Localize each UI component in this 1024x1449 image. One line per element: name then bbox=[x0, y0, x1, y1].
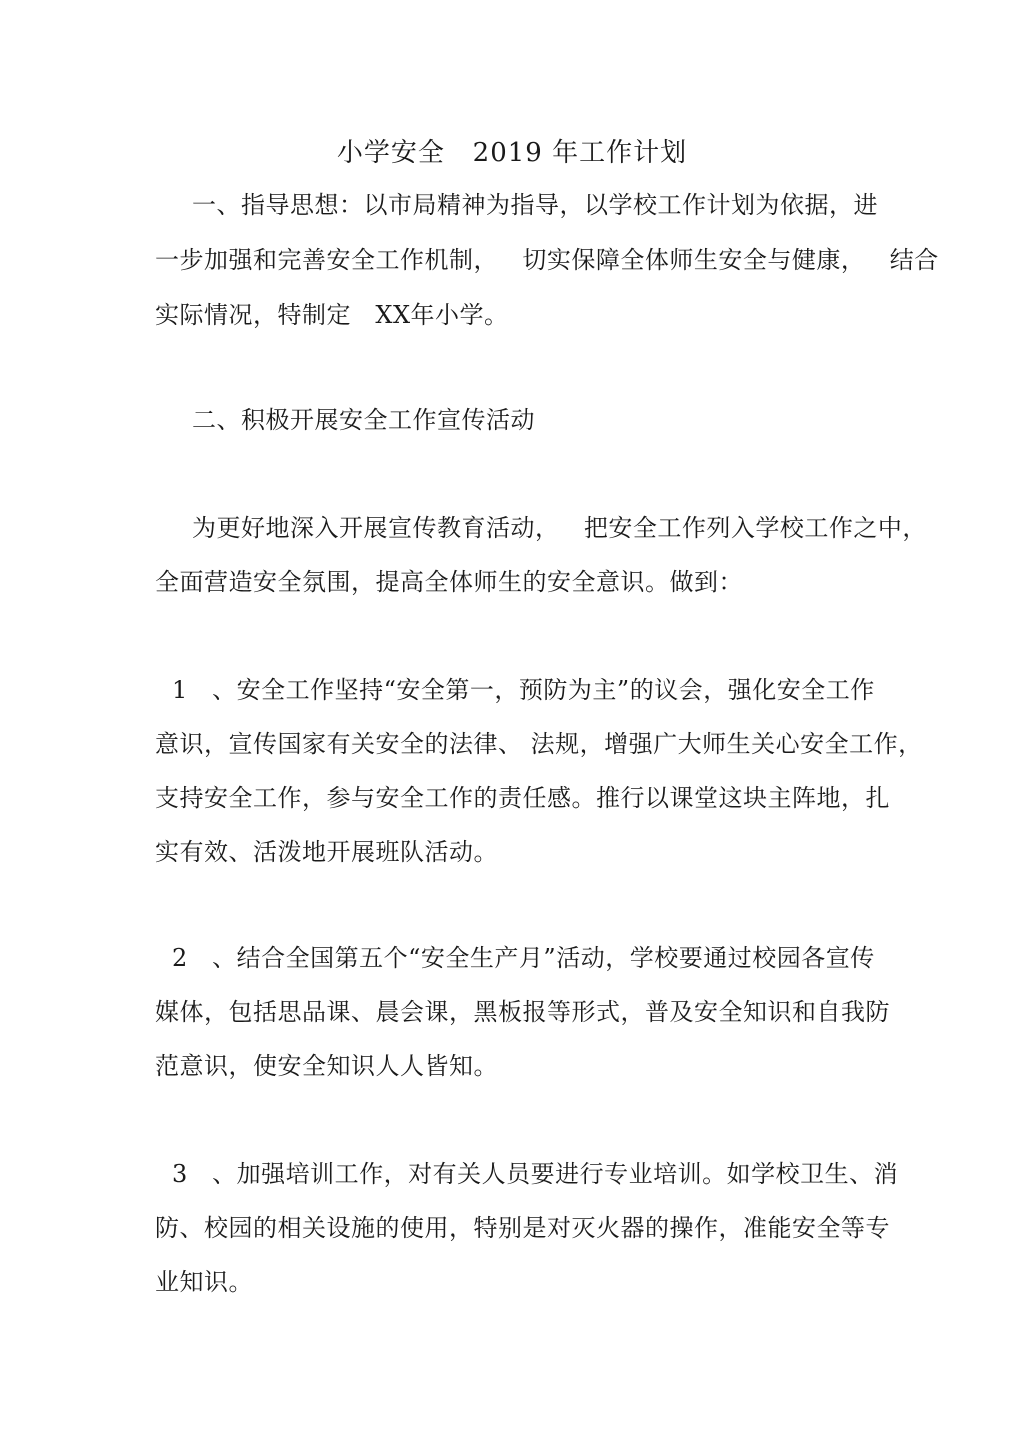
item1-line3: 支持安全工作，参与安全工作的责任感。推行以课堂这块主阵地，扎 bbox=[155, 784, 890, 812]
item2-line2: 媒体，包括思品课、晨会课，黑板报等形式，普及安全知识和自我防 bbox=[155, 998, 890, 1026]
item3-line3: 业知识。 bbox=[155, 1268, 253, 1296]
section2-intro-line1: 为更好地深入开展宣传教育活动， 把安全工作列入学校工作之中， bbox=[192, 514, 927, 542]
section2-heading: 二、积极开展安全工作宣传活动 bbox=[192, 406, 535, 434]
item3-line2: 防、校园的相关设施的使用，特别是对灭火器的操作，准能安全等专 bbox=[155, 1214, 890, 1242]
section1-line3: 实际情况，特制定 XX年小学。 bbox=[155, 301, 509, 329]
page-title: 小学安全 2019 年工作计划 bbox=[336, 138, 688, 168]
section1-line2: 一步加强和完善安全工作机制， 切实保障全体师生安全与健康， 结合 bbox=[155, 246, 939, 274]
item2-line3: 范意识，使安全知识人人皆知。 bbox=[155, 1052, 498, 1080]
item1-line2: 意识，宣传国家有关安全的法律、 法规，增强广大师生关心安全工作， bbox=[155, 730, 923, 758]
item2-line1: 2 、结合全国第五个“安全生产月”活动，学校要通过校园各宣传 bbox=[172, 944, 875, 972]
section2-intro-line2: 全面营造安全氛围，提高全体师生的安全意识。做到： bbox=[155, 568, 743, 596]
section1-line1: 一、指导思想：以市局精神为指导，以学校工作计划为依据，进 bbox=[192, 191, 878, 219]
item1-line1: 1 、安全工作坚持“安全第一，预防为主”的议会，强化安全工作 bbox=[172, 676, 875, 704]
item1-line4: 实有效、活泼地开展班队活动。 bbox=[155, 838, 498, 866]
item3-line1: 3 、加强培训工作，对有关人员要进行专业培训。如学校卫生、消 bbox=[172, 1160, 899, 1188]
